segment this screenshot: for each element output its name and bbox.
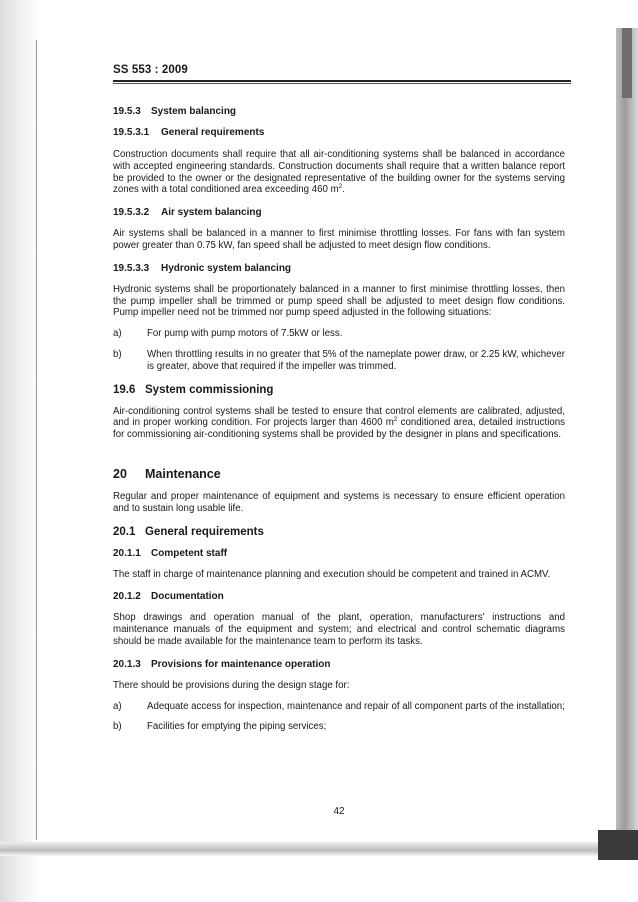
heading-title: General requirements <box>161 127 265 138</box>
heading-19-5-3 <box>113 106 565 117</box>
paragraph-20-1-1: The staff in charge of maintenance planning and execution should be competent and trained in ACMV. <box>113 568 551 580</box>
list-text: Facilities for emptying the piping services; <box>147 721 327 733</box>
heading-19-5-3-1 <box>113 127 565 138</box>
list-text: Adequate access for inspection, maintenance and repair of all component parts of the installation; <box>147 700 565 712</box>
scan-shadow-left <box>0 0 40 902</box>
paragraph-20: Regular and proper maintenance of equipment and systems is necessary to ensure efficient operation and to sustain long usable life. <box>113 490 565 514</box>
heading-19-5-3-2 <box>113 207 565 218</box>
heading-20-1-3 <box>113 659 565 670</box>
heading-number: 19.5.3.1 <box>113 127 150 138</box>
list-marker: b) <box>113 348 122 360</box>
list-text: For pump with pump motors of 7.5kW or less. <box>147 328 343 340</box>
paragraph-text: Construction documents shall require that all air-conditioning systems shall be balanced in accordance with accepted engineering standards. Construction documents shall require that a written balance report be provided to the owner or the designated representative of the building owner for the systems serving zones with a total conditioned area exceeding 460 m <box>113 149 565 196</box>
heading-number: 19.5.3 <box>113 106 141 117</box>
list-item <box>113 328 565 340</box>
scan-edge-line <box>36 40 37 840</box>
paragraph-20-1-3: There should be provisions during the design stage for: <box>113 679 350 691</box>
heading-20 <box>113 467 565 481</box>
heading-20-1-2 <box>113 591 565 602</box>
paragraph-text-end: conditioned area, detailed instructions for commissioning air-conditioning systems shall be provided by the designer in plans and specifications. <box>113 417 565 441</box>
heading-title: Air system balancing <box>161 207 262 219</box>
page-header <box>113 64 565 84</box>
list-marker: b) <box>113 721 122 733</box>
heading-title: General requirements <box>145 525 264 538</box>
heading-title: Maintenance <box>145 466 221 481</box>
page-number: 42 <box>333 806 345 817</box>
list-item <box>113 349 565 373</box>
list-item <box>113 721 565 733</box>
heading-title: Hydronic system balancing <box>161 262 292 274</box>
list-item <box>113 701 565 713</box>
paragraph-19-6 <box>113 406 565 441</box>
scan-shadow-bottom <box>0 842 638 856</box>
paragraph-20-1-2: Shop drawings and operation manual of the plant, operation, manufacturers' instructions and maintenance manuals of the equipment and system; and electrical and control schematic diagrams should be made available for the maintenance team to perform its tasks. <box>113 612 565 647</box>
paragraph-19-5-3-3: Hydronic systems shall be proportionately balanced in a manner to first minimise throttling losses, then the pump impeller shall be trimmed or pump speed shall be adjusted to meet design flow conditions. Pump impeller need not be trimmed nor pump speed adjusted in the following situations: <box>113 283 565 319</box>
heading-19-5-3-3 <box>113 263 565 274</box>
heading-number: 20.1.1 <box>113 547 141 559</box>
scan-shadow-right-dark <box>622 28 632 98</box>
heading-title: System balancing <box>151 106 237 117</box>
list-marker: a) <box>113 328 122 340</box>
list-marker: a) <box>113 700 122 712</box>
heading-number: 20.1 <box>113 525 136 538</box>
heading-title: Provisions for maintenance operation <box>151 658 331 670</box>
header-rule <box>113 80 571 82</box>
scan-shadow-corner <box>598 830 638 860</box>
document-page <box>113 64 565 733</box>
heading-number: 20 <box>113 466 127 481</box>
scan-shadow-right <box>616 28 638 858</box>
running-head: SS 553 : 2009 <box>113 64 188 76</box>
heading-title: Competent staff <box>151 547 228 559</box>
list-text: When throttling results in no greater that 5% of the nameplate power draw, or 2.25 kW, whichever is greater, above that required if the impeller was trimmed. <box>147 348 565 372</box>
heading-number: 19.5.3.3 <box>113 262 150 274</box>
heading-title: System commissioning <box>145 383 274 396</box>
paragraph-text: Air-conditioning control systems shall be tested to ensure that control elements are calibrated, adjusted, and in proper working condition. For projects larger than 4600 m <box>113 405 565 429</box>
header-rule-thin <box>113 83 571 84</box>
heading-number: 19.5.3.2 <box>113 207 150 219</box>
paragraph-19-5-3-2: Air systems shall be balanced in a manner to first minimise throttling losses. For fans with fan system power greater than 0.75 kW, fan speed shall be adjusted to meet design flow conditions. <box>113 228 565 251</box>
heading-20-1-1 <box>113 548 565 559</box>
heading-number: 20.1.2 <box>113 591 141 603</box>
superscript: 2 <box>338 183 343 191</box>
heading-19-6 <box>113 384 565 396</box>
paragraph-text-end: . <box>342 184 345 196</box>
paragraph-19-5-3-1 <box>113 149 565 196</box>
superscript: 2 <box>393 416 398 424</box>
heading-title: Documentation <box>151 591 224 603</box>
heading-number: 20.1.3 <box>113 658 141 670</box>
heading-20-1 <box>113 526 565 538</box>
heading-number: 19.6 <box>113 383 136 396</box>
